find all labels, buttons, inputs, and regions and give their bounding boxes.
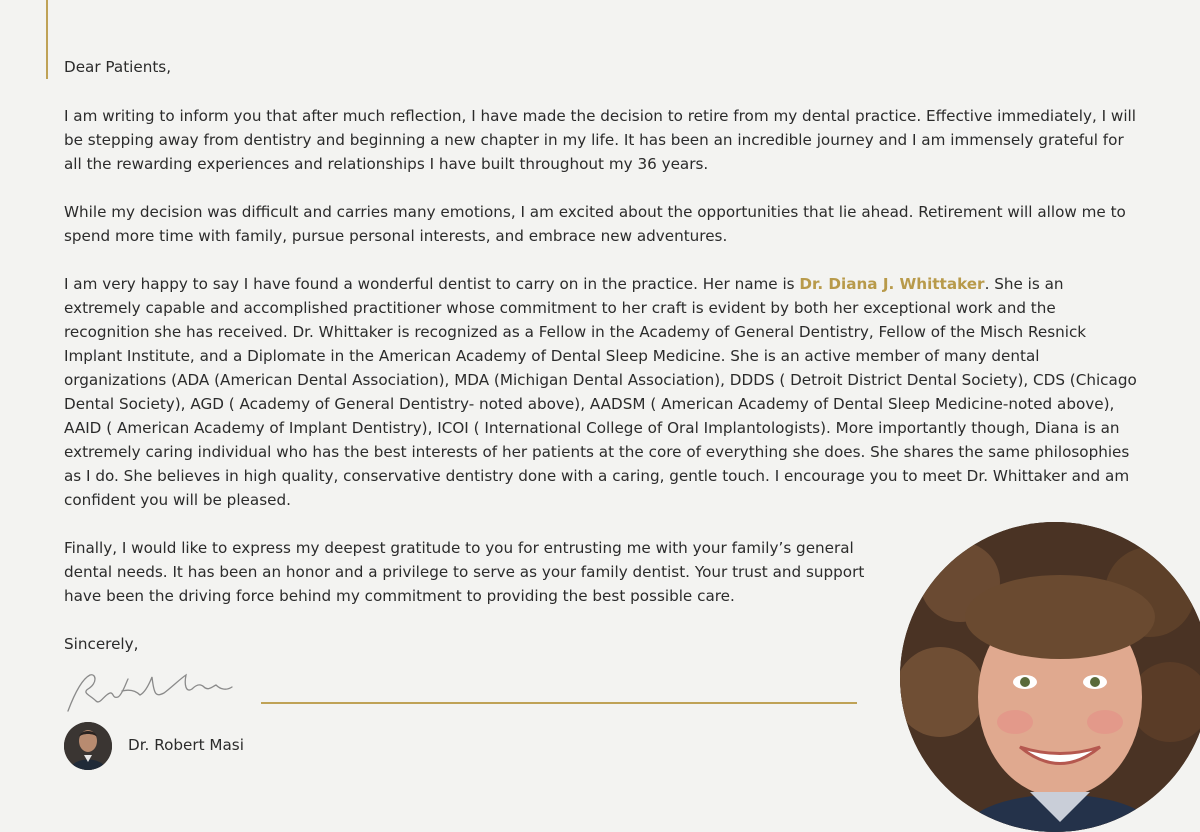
successor-name: Dr. Diana J. Whittaker [799,275,985,293]
successor-details: . She is an extremely capable and accomplished practitioner whose commitment to her craft is evident by both her exceptional work and the recognition she has received. Dr. Whittaker is recognized as a Fellow in the Academy of General Dentistry, Fellow of the Misch Resnick Implant Institute, and a Diplomate in the American Academy of Dental Sleep Medicine. She is an active member of many dental organizations (ADA (American Dental Association), MDA (Michigan Dental Association), DDDS ( Detroit District Dental Society), CDS (Chicago Dental Society), AGD ( Academy of General Dentistry- noted above), AADSM ( American Academy of Dental Sleep Medicine-noted above), AAID ( American Academy of Implant Dentistry), ICOI ( International College of Oral Implantologists). More importantly though, Diana is an extremely caring individual who has the best interests of her patients at the core of everything she does. She shares the same philosophies as I do. She believes in high quality, conservative dentistry done with a caring, gentle touch. I encourage you to meet Dr. Whittaker and am confident you will be pleased. [64,275,1137,509]
paragraph-successor [64,272,1144,512]
successor-intro: I am very happy to say I have found a wonderful dentist to carry on in the practice. Her name is [64,275,800,293]
paragraph-retirement: I am writing to inform you that after much reflection, I have made the decision to retire from my dental practice. Effective immediately, I will be stepping away from dentistry and beginning a new chapter in my life. It has been an incredible journey and I am immensely grateful for all the rewarding experiences and relationships I have built throughout my 36 years. [64,107,1136,173]
handwritten-signature [60,665,245,717]
dentist-photo [900,522,1200,832]
signature-line [261,702,857,704]
accent-bar [46,0,48,79]
paragraph-gratitude: Finally, I would like to express my deepest gratitude to you for entrusting me with your family’s general dental needs. It has been an honor and a privilege to serve as your family dentist. Your trust and support have been the driving force behind my commitment to providing the best possible care. [64,539,865,605]
signer-avatar [64,722,112,770]
letter-greeting: Dear Patients, [64,58,172,76]
letter-closing: Sincerely, [64,635,139,653]
paragraph-opportunities: While my decision was difficult and carries many emotions, I am excited about the opportunities that lie ahead. Retirement will allow me to spend more time with family, pursue personal interests, and embrace new adventures. [64,203,1126,245]
signer-name: Dr. Robert Masi [128,736,244,754]
